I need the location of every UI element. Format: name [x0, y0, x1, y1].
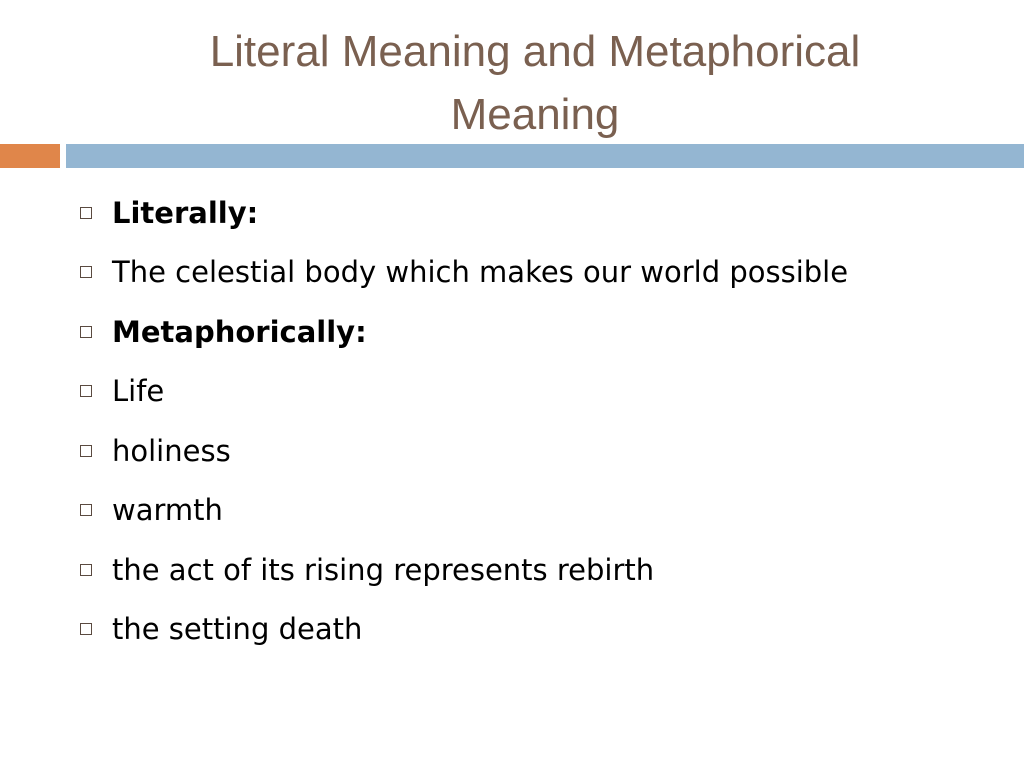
slide-title-line-2: Meaning [450, 90, 620, 139]
bullet-text: holiness [112, 433, 231, 468]
bullet-item [80, 362, 848, 422]
bullet-text: Metaphorically: [112, 314, 367, 349]
bullet-list [80, 183, 848, 659]
hollow-square-bullet-icon [80, 385, 92, 397]
bullet-item [80, 540, 848, 600]
bullet-item [80, 302, 848, 362]
bullet-text: Life [112, 374, 165, 409]
hollow-square-bullet-icon [80, 207, 92, 219]
bullet-item [80, 243, 848, 303]
slide-title-line-1: Literal Meaning and Metaphorical [209, 27, 861, 76]
bullet-text: The celestial body which makes our world possible [112, 255, 849, 290]
bullet-text: the setting death [112, 612, 363, 647]
slide-title [60, 20, 1010, 146]
hollow-square-bullet-icon [80, 504, 92, 516]
bullet-text: Literally: [112, 195, 259, 230]
bullet-text: warmth [112, 493, 223, 528]
hollow-square-bullet-icon [80, 266, 92, 278]
bullet-item [80, 183, 848, 243]
accent-bar-orange [0, 144, 60, 168]
bullet-item [80, 421, 848, 481]
hollow-square-bullet-icon [80, 326, 92, 338]
hollow-square-bullet-icon [80, 623, 92, 635]
bullet-item [80, 600, 848, 660]
bullet-item [80, 481, 848, 541]
bullet-text: the act of its rising represents rebirth [112, 552, 655, 587]
accent-bar-blue [66, 144, 1024, 168]
hollow-square-bullet-icon [80, 564, 92, 576]
hollow-square-bullet-icon [80, 445, 92, 457]
